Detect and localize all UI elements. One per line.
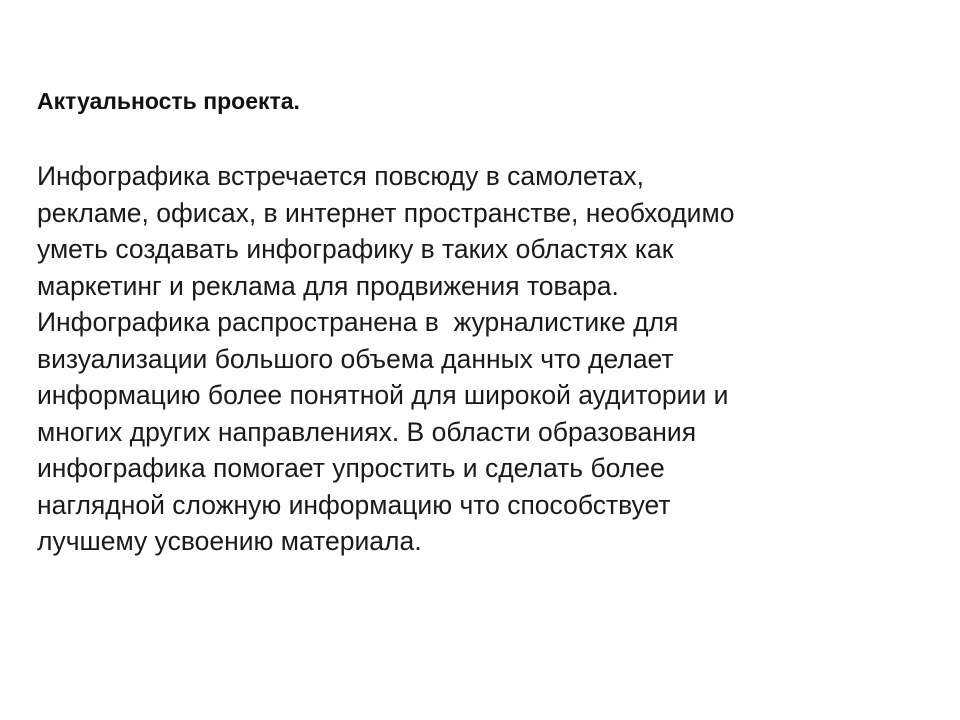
slide-title: Актуальность проекта. — [37, 88, 300, 114]
slide-body-text — [37, 158, 917, 560]
slide-content — [37, 82, 917, 560]
body-line: Инфографика распространена в журналистике для — [37, 307, 679, 337]
body-line: информацию более понятной для широкой аудитории и — [37, 380, 729, 410]
body-line: многих других направлениях. В области образования — [37, 416, 697, 447]
body-line: Инфографика встречается повсюду в самолетах, — [37, 161, 645, 191]
body-line: лучшему усвоению материала. — [37, 526, 422, 556]
body-line: наглядной сложную информацию что способствует — [37, 489, 671, 520]
body-line: уметь создавать инфографику в таких областях как — [37, 234, 674, 264]
body-line: визуализации большого объема данных что делает — [37, 343, 674, 374]
body-line: маркетинг и реклама для продвижения товара. — [37, 270, 619, 301]
body-line: инфографика помогает упростить и сделать более — [37, 453, 665, 483]
body-line: рекламе, офисах, в интернет пространстве, необходимо — [37, 197, 735, 228]
